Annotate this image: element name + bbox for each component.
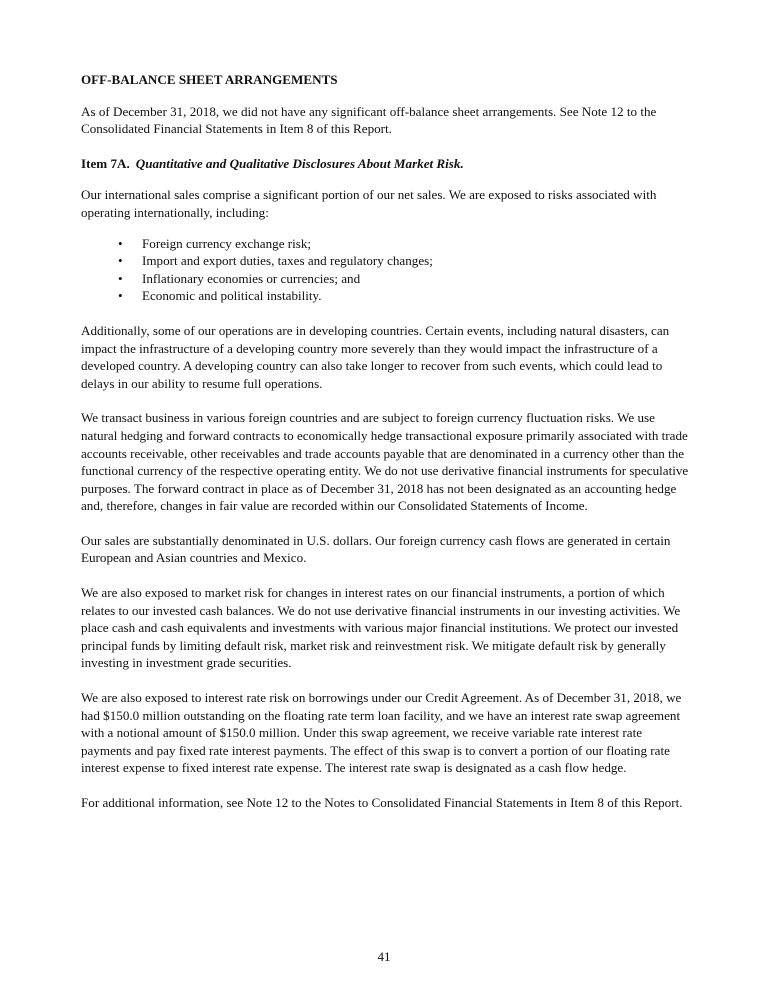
paragraph-sales-denomination: Our sales are substantially denominated in U.S. dollars. Our foreign currency cash flows are generated in certain European and Asian countries and Mexico. bbox=[81, 532, 671, 566]
list-item-text: Economic and political instability. bbox=[142, 288, 322, 304]
list-item-text: Foreign currency exchange risk; bbox=[142, 235, 312, 251]
paragraph-market-risk: We are also exposed to market risk for changes in interest rates on our financial instruments, a portion of which relates to our invested cash balances. We do not use derivative financial instruments in our investing activities. We place cash and cash equivalents and investments with various major financial institutions. We protect our invested principal funds by limiting default risk, market risk and reinvestment risk. We mitigate default risk by generally investing in investment grade securities. bbox=[81, 585, 681, 671]
bullet-icon: • bbox=[118, 235, 123, 251]
list-item-text: Inflationary economies or currencies; and bbox=[142, 270, 361, 286]
document-page bbox=[81, 71, 691, 829]
item-number: Item 7A. bbox=[81, 155, 130, 171]
bullet-icon: • bbox=[118, 270, 123, 286]
list-item-text: Import and export duties, taxes and regulatory changes; bbox=[142, 253, 433, 269]
list-item bbox=[81, 252, 691, 270]
bullet-icon: • bbox=[118, 288, 123, 304]
list-item bbox=[81, 270, 691, 288]
page-number: 41 bbox=[377, 949, 391, 964]
section-heading: OFF-BALANCE SHEET ARRANGEMENTS bbox=[81, 72, 338, 87]
risk-bullet-list bbox=[81, 235, 691, 305]
paragraph-international-sales: Our international sales comprise a significant portion of our net sales. We are exposed to risks associated with operating internationally, including: bbox=[81, 187, 657, 220]
paragraph-developing-countries: Additionally, some of our operations are in developing countries. Certain events, including natural disasters, can impact the infrastructure of a developing country more severely than they would impact the infrastructure of a developed country. A developing country can also take longer to recover from such events, which could lead to delays in our ability to resume full operations. bbox=[81, 322, 670, 391]
item-title: Quantitative and Qualitative Disclosures About Market Risk. bbox=[135, 155, 464, 171]
paragraph-interest-rate-risk: We are also exposed to interest rate risk on borrowings under our Credit Agreement. As of December 31, 2018, we had $150.0 million outstanding on the floating rate term loan facility, and we have an interest rate swap agreement with a notional amount of $150.0 million. Under this swap agreement, we receive variable rate interest rate payments and pay fixed rate interest payments. The effect of this swap is to convert a portion of our floating rate interest expense to fixed interest rate expense. The interest rate swap is designated as a cash flow hedge. bbox=[81, 690, 682, 776]
bullet-icon: • bbox=[118, 253, 123, 269]
paragraph-off-balance: As of December 31, 2018, we did not have any significant off-balance sheet arrangements. See Note 12 to the Consolidated Financial Statements in Item 8 of this Report. bbox=[81, 103, 657, 137]
list-item bbox=[81, 287, 691, 305]
item-heading bbox=[81, 155, 691, 173]
paragraph-foreign-currency: We transact business in various foreign countries and are subject to foreign currency fluctuation risks. We use natural hedging and forward contracts to economically hedge transactional exposure primarily associated with trade accounts receivable, other receivables and trade accounts payable that are denominated in a currency other than the functional currency of the respective operating entity. We do not use derivative financial instruments for speculative purposes. The forward contract in place as of December 31, 2018 has not been designated as an accounting hedge and, therefore, changes in fair value are recorded within our Consolidated Statements of Income. bbox=[81, 410, 689, 514]
paragraph-additional-info: For additional information, see Note 12 to the Notes to Consolidated Financial Statements in Item 8 of this Report. bbox=[81, 795, 683, 810]
list-item bbox=[81, 235, 691, 253]
